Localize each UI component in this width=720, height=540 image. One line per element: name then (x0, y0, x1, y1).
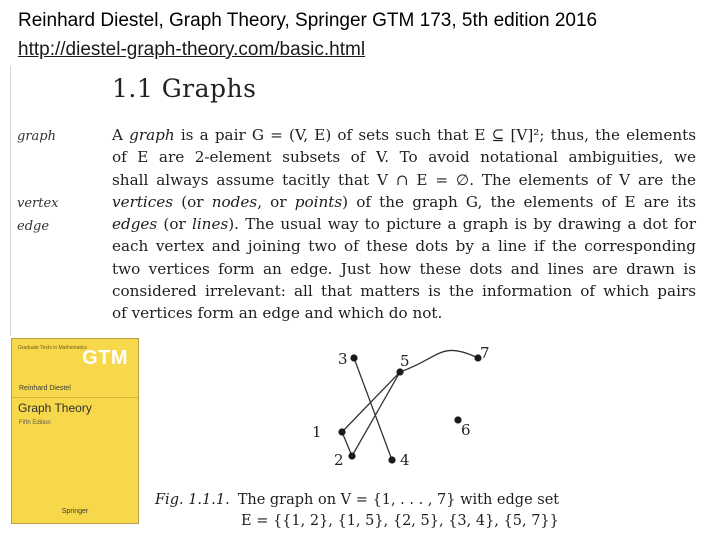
graph-figure (300, 340, 520, 480)
paragraph-line: of E are 2-element subsets of V. To avoid notational ambiguities, we (112, 148, 696, 167)
paragraph-line: vertices (or nodes, or points) of the graph G, the elements of E are its (112, 192, 697, 211)
graph-vertex-3 (350, 354, 357, 361)
graph-vertex-label-5: 5 (400, 352, 410, 370)
graph-vertex-label-3: 3 (338, 350, 348, 368)
margin-note-vertex: vertex (17, 196, 59, 211)
defined-term: vertices (112, 192, 174, 211)
cover-gtm-logo: GTM (82, 347, 128, 369)
cover-edition: Fifth Edition (19, 420, 51, 426)
caption-line-1: The graph on V = {1, . . . , 7} with edge set (237, 492, 560, 508)
graph-edge-3-4 (354, 358, 392, 460)
paragraph-line: two vertices form an edge. Just how these dots and lines are drawn is (112, 259, 696, 278)
margin-note-edge: edge (17, 219, 50, 234)
graph-vertex-label-1: 1 (312, 423, 322, 441)
figure-caption (155, 490, 559, 532)
paragraph-line: edges (or lines). The usual way to picture a graph is by drawing a dot for (112, 215, 696, 234)
paragraph-line: shall always assume tacitly that V ∩ E = ∅. The elements of V are the (112, 170, 696, 189)
cover-divider (12, 397, 138, 398)
graph-vertex-label-2: 2 (334, 451, 344, 469)
defined-term: nodes (211, 192, 258, 211)
cover-publisher: Springer (61, 508, 89, 515)
paragraph-line: of vertices form an edge and which do not. (112, 304, 443, 323)
graph-vertex-1 (338, 428, 345, 435)
defined-term: lines (191, 215, 229, 234)
defined-term: graph (129, 126, 175, 144)
defined-term: points (294, 192, 343, 211)
book-cover-image (11, 338, 139, 524)
margin-note-graph: graph (17, 129, 56, 144)
cover-author: Reinhard Diestel (19, 385, 71, 392)
caption-label: Fig. 1.1.1. (155, 492, 230, 508)
paragraph-line: considered irrelevant: all that matters is the information of which pairs (112, 282, 696, 301)
graph-vertex-label-7: 7 (480, 344, 490, 362)
paragraph-line: A graph is a pair G = (V, E) of sets such that E ⊆ [V]²; thus, the elements (112, 126, 696, 144)
cover-series: Graduate Texts in Mathematics (18, 345, 87, 351)
graph-edge-5-7 (400, 350, 478, 372)
definition-paragraph (112, 124, 696, 325)
graph-vertex-2 (348, 452, 355, 459)
graph-drawing (300, 340, 520, 480)
section-heading: 1.1 Graphs (112, 74, 257, 103)
reference-link[interactable]: http://diestel-graph-theory.com/basic.html (18, 39, 366, 60)
paragraph-line: each vertex and joining two of these dots by a line if the corresponding (112, 237, 696, 256)
graph-vertex-label-4: 4 (400, 451, 410, 469)
defined-term: edges (112, 215, 158, 234)
graph-vertex-label-6: 6 (461, 421, 471, 439)
slide-title: Reinhard Diestel, Graph Theory, Springer GTM 173, 5th edition 2016 (18, 10, 598, 31)
cover-title: Graph Theory (18, 401, 92, 415)
caption-line-2: E = {{1, 2}, {1, 5}, {2, 5}, {3, 4}, {5, 7}} (241, 513, 559, 529)
graph-vertex-4 (388, 456, 395, 463)
